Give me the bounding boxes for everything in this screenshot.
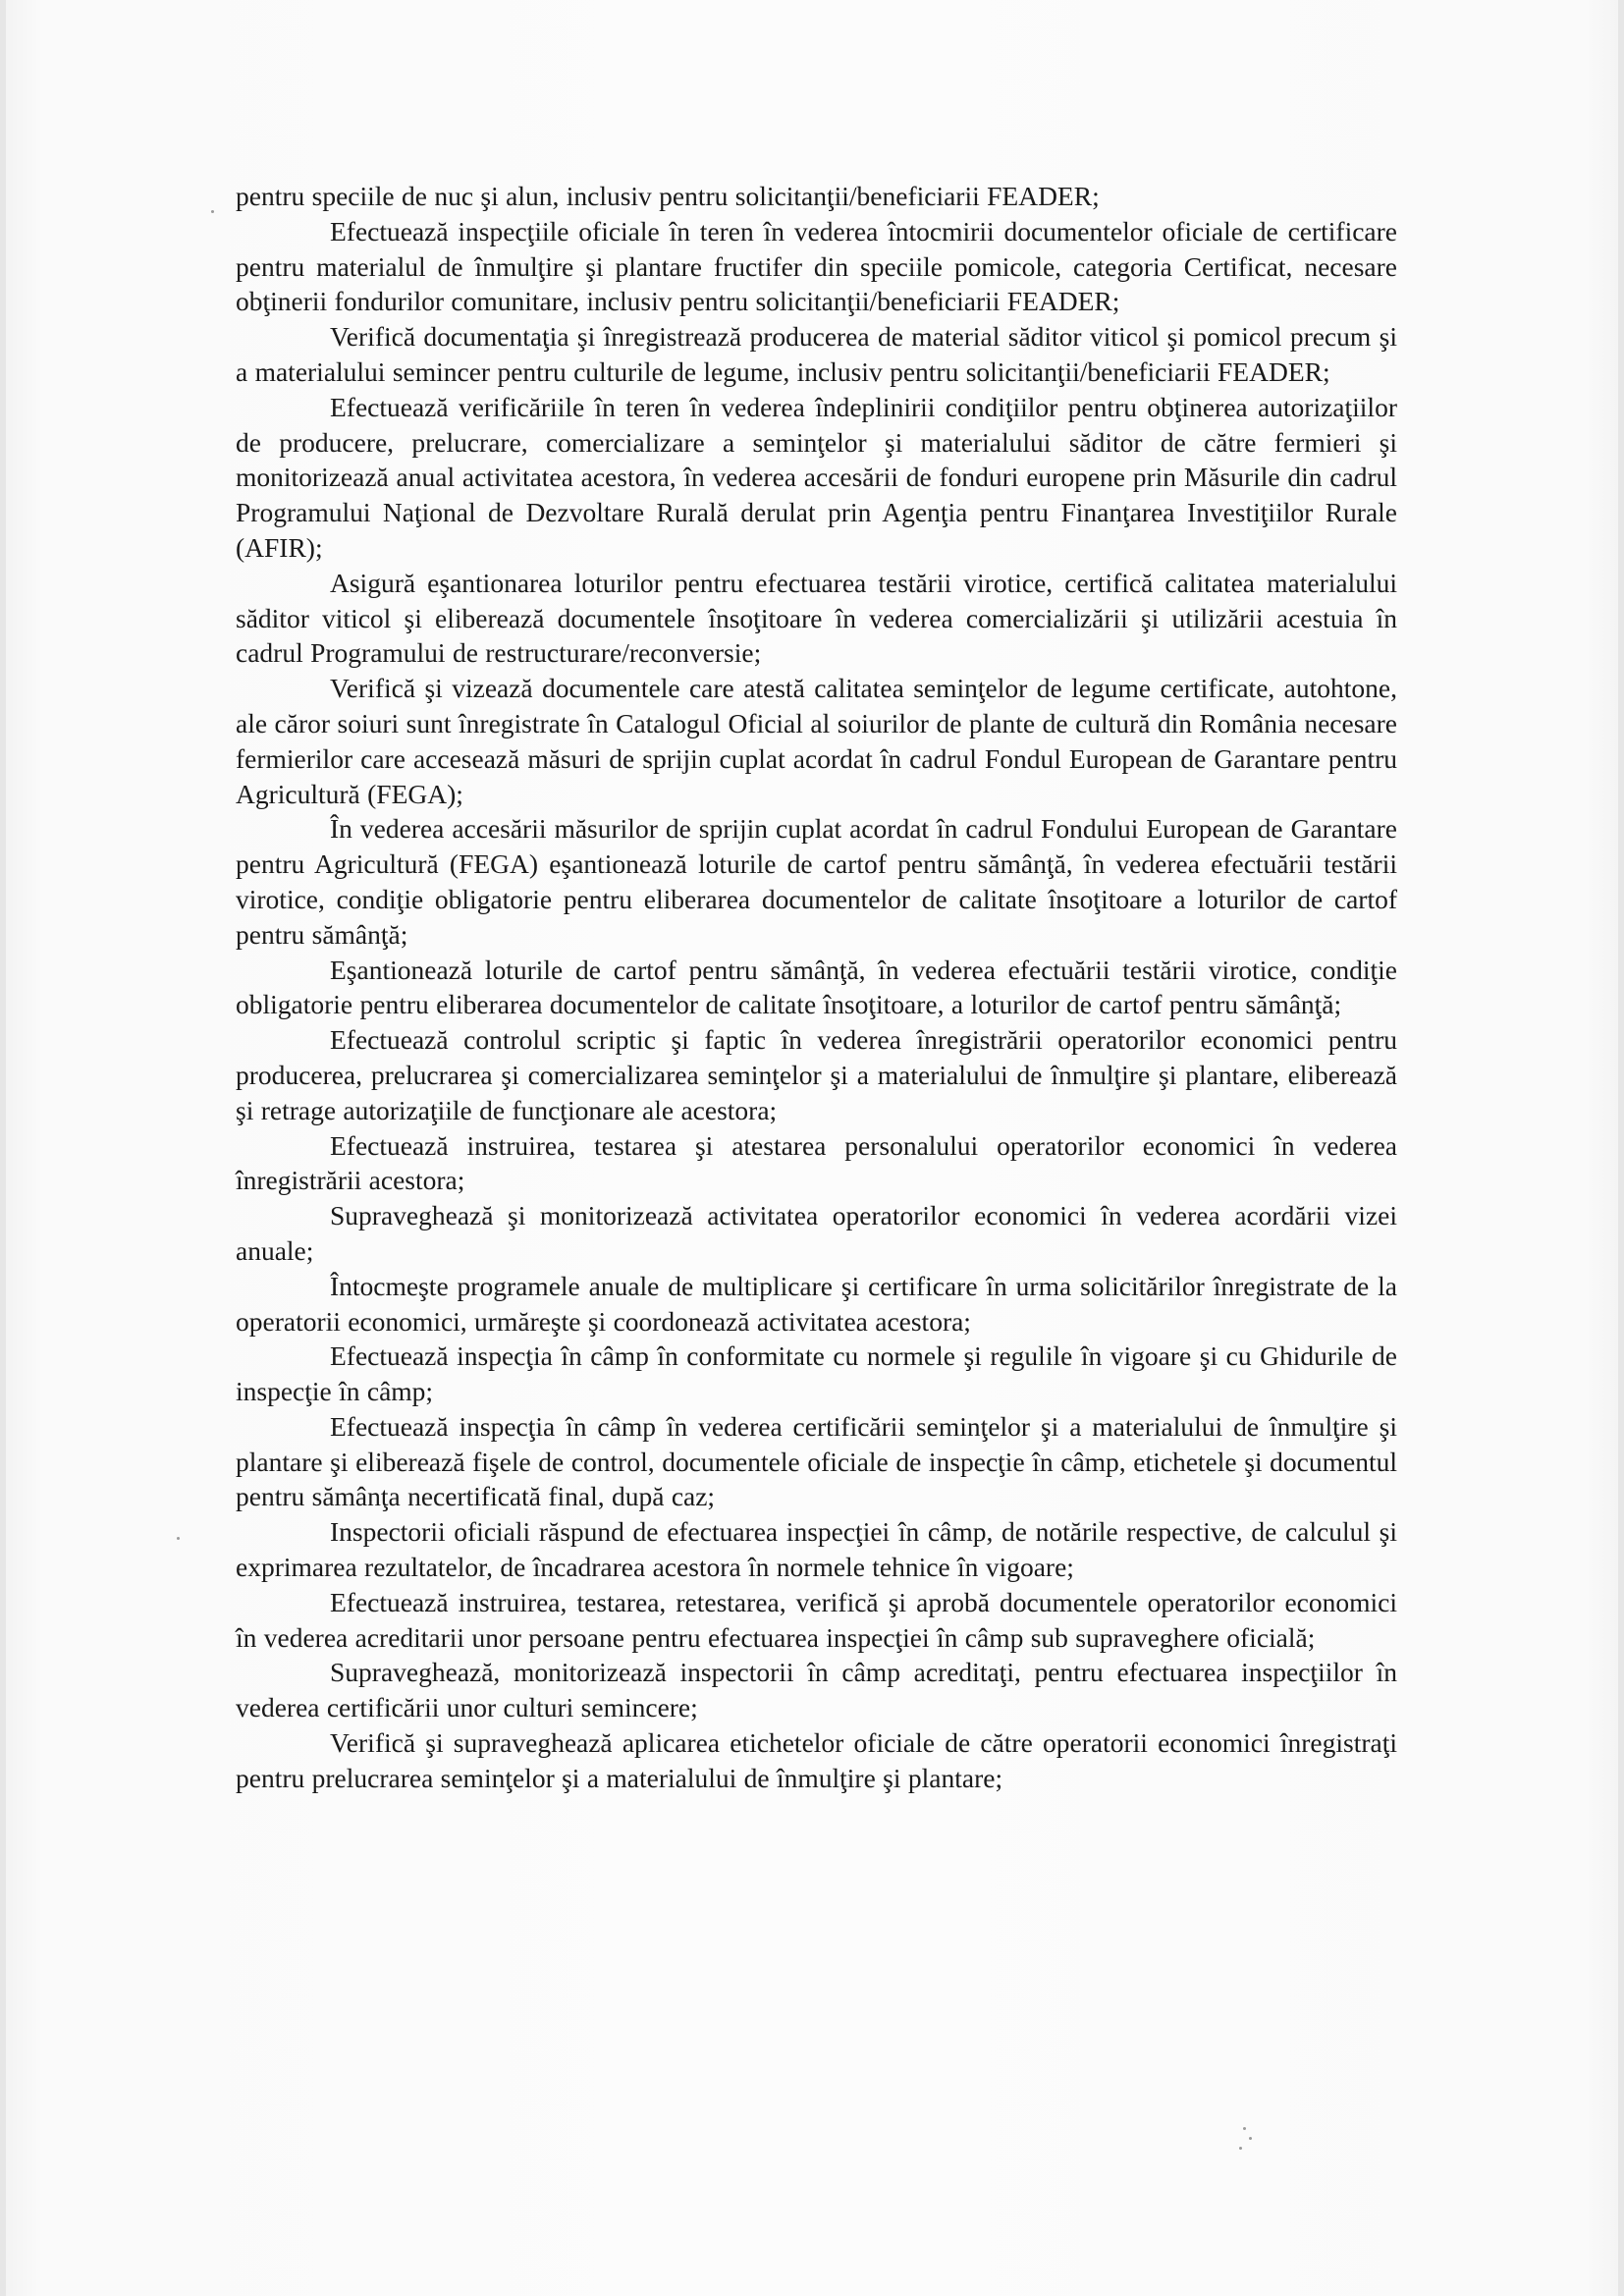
paragraph: Verifică şi vizează documentele care atestă calitatea seminţelor de legume certificate, autohtone, ale căror soiuri sunt înregistrate în Catalogul Oficial al soiurilor de plante de cultură din România necesare fermierilor care accesează măsuri de sprijin cuplat acordat în cadrul Fondul European de Garantare pentru Agricultură (FEGA); [236,673,1397,809]
paragraph: Supraveghează, monitorizează inspectorii în câmp acreditaţi, pentru efectuarea inspecţiilor în vederea certificării unor culturi semincere; [236,1657,1397,1723]
scan-speck [177,1537,180,1540]
scan-speck [211,210,214,213]
paragraph: Efectuează inspecţia în câmp în conformitate cu normele şi regulile în vigoare şi cu Ghidurile de inspecţie în câmp; [236,1340,1397,1407]
scan-right-edge [1618,0,1624,2296]
scan-speck [1249,2137,1252,2140]
scan-speck [1243,2127,1246,2130]
paragraph: Întocmeşte programele anuale de multiplicare şi certificare în urma solicitărilor înregistrate de la operatorii economici, urmăreşte şi coordonează activitatea acestora; [236,1270,1397,1337]
paragraph: pentru speciile de nuc şi alun, inclusiv pentru solicitanţii/beneficiarii FEADER; [236,181,1100,211]
paragraph: Inspectorii oficiali răspund de efectuarea inspecţiei în câmp, de notările respective, de calculul şi exprimarea rezultatelor, de încadrarea acestora în normele tehnice în vigoare; [236,1516,1397,1583]
paragraph: Asigură eşantionarea loturilor pentru efectuarea testării virotice, certifică calitatea materialului săditor viticol şi eliberează documentele însoţitoare în vederea comercializării şi utilizării acestuia în cadrul Programului de restructurare/reconversie; [236,567,1397,669]
paragraph: Supraveghează şi monitorizează activitatea operatorilor economici în vederea acordării vizei anuale; [236,1200,1397,1266]
paragraph: Efectuează instruirea, testarea, retestarea, verifică şi aprobă documentele operatorilor economici în vederea acreditarii unor persoane pentru efectuarea inspecţiei în câmp sub supraveghere oficială; [236,1586,1397,1653]
paragraph: Verifică documentaţia şi înregistrează producerea de material săditor viticol şi pomicol precum şi a materialului semincer pentru culturile de legume, inclusiv pentru solicitanţii/beneficiarii FEADER; [236,321,1397,387]
paragraph: Efectuează instruirea, testarea şi atestarea personalului operatorilor economici în vederea înregistrării acestora; [236,1129,1397,1196]
paragraph: Verifică şi supraveghează aplicarea etichetelor oficiale de către operatorii economici înregistraţi pentru prelucrarea seminţelor şi a materialului de înmulţire şi plantare; [236,1727,1397,1793]
paragraph: Efectuează inspecţiile oficiale în teren în vederea întocmirii documentelor oficiale de certificare pentru materialul de înmulţire şi plantare fructifer din speciile pomicole, categoria Certificat, necesare obţinerii fondurilor comunitare, inclusiv pentru solicitanţii/beneficiarii FEADER; [236,215,1397,317]
paragraph: Efectuează inspecţia în câmp în vederea certificării seminţelor şi a materialului de înmulţire şi plantare şi eliberează fişele de control, documentele oficiale de inspecţie în câmp, etichetele şi documentul pentru sămânţa necertificată final, după caz; [236,1410,1397,1512]
paragraph: În vederea accesării măsurilor de sprijin cuplat acordat în cadrul Fondului European de Garantare pentru Agricultură (FEGA) eşantionează loturile de cartof pentru sămânţă, în vederea efectuării testării virotice, condiţie obligatorie pentru eliberarea documentelor de calitate însoţitoare a loturilor de cartof pentru sămânţă; [236,813,1397,950]
paragraph: Efectuează controlul scriptic şi faptic în vederea înregistrării operatorilor economici pentru producerea, prelucrarea şi comercializarea seminţelor şi a materialului de înmulţire şi plantare, eliberează şi retrage autorizaţiile de funcţionare ale acestora; [236,1024,1397,1125]
paragraph: Eşantionează loturile de cartof pentru sămânţă, în vederea efectuării testării virotice, condiţie obligatorie pentru eliberarea documentelor de calitate însoţitoare, a loturilor de cartof pentru sămânţă; [236,954,1397,1020]
scan-speck [1239,2147,1242,2150]
document-body [236,179,1397,1796]
scan-left-edge [0,0,6,2296]
paragraph: Efectuează verificăriile în teren în vederea îndeplinirii condiţiilor pentru obţinerea autorizaţiilor de producere, prelucrare, comercializare a seminţelor şi materialului săditor de către fermieri şi monitorizează anual activitatea acestora, în vederea accesării de fonduri europene prin Măsurile din cadrul Programului Naţional de Dezvoltare Rurală derulat prin Agenţia pentru Finanţarea Investiţiilor Rurale (AFIR); [236,391,1397,563]
